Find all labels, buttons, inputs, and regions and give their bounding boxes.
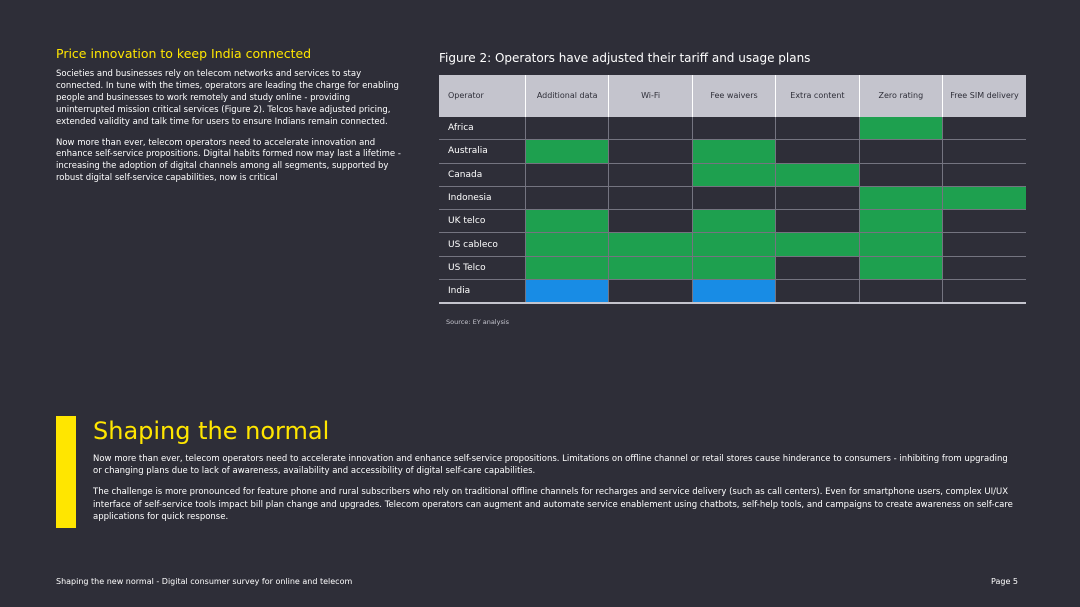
operator-name: US cableco (439, 233, 526, 256)
shaping-paragraph: The challenge is more pronounced for feature phone and rural subscribers who rely on traditional offline channels for recharges and service delivery (such as call centers). Even for smartphone users, complex UI/UX interface of self-service tools impact bill plan change and upgrades. Telecom operators can augment and automate service enablement using chatbots, self-help tools, and campaigns to create awareness on self-care applications for quick response. (93, 487, 1013, 522)
plan-cell-empty (776, 256, 859, 279)
column-header: Additional data (526, 75, 609, 117)
shaping-paragraph: Now more than ever, telecom operators need to accelerate innovation and enhance self-service propositions. Limitations on offline channel or retail stores cause hinderance to consumers - inhibiting from upgrading or changing plans due to lack of awareness, availability and accessibility of digital self-care capabilities. (93, 454, 1008, 477)
page-number: Page 5 (991, 577, 1018, 586)
table-row (439, 163, 1026, 186)
column-header: Extra content (776, 75, 859, 117)
plan-cell-green (526, 210, 609, 233)
plan-cell-green (526, 140, 609, 163)
plan-cell-empty (943, 117, 1026, 140)
plan-cell-empty (943, 256, 1026, 279)
plan-cell-green (692, 163, 775, 186)
column-header: Free SIM delivery (943, 75, 1026, 117)
section-heading: Price innovation to keep India connected (56, 46, 312, 61)
column-header: Wi-Fi (609, 75, 692, 117)
plan-cell-empty (609, 140, 692, 163)
figure-title: Figure 2: Operators have adjusted their tariff and usage plans (439, 51, 811, 65)
plan-cell-empty (776, 140, 859, 163)
operator-name: Africa (439, 117, 526, 140)
accent-bar (56, 416, 76, 528)
plan-cell-green (692, 256, 775, 279)
operator-name: UK telco (439, 210, 526, 233)
operator-name: India (439, 280, 526, 304)
plan-cell-green (692, 140, 775, 163)
column-header: Fee waivers (692, 75, 775, 117)
intro-paragraph: Now more than ever, telecom operators need to accelerate innovation and enhance self-service propositions. Digital habits formed now may last a lifetime - increasing the adoption of digital channels among all segments, supported by robust digital self-service capabilities, now is critical (56, 137, 401, 184)
figure-source: Source: EY analysis (446, 318, 510, 326)
plan-cell-empty (943, 280, 1026, 304)
plan-cell-green (692, 210, 775, 233)
table-row (439, 233, 1026, 256)
plan-cell-empty (859, 163, 942, 186)
plan-cell-green (526, 256, 609, 279)
shaping-body (93, 453, 1018, 532)
plan-cell-green (609, 233, 692, 256)
plan-cell-empty (609, 117, 692, 140)
plan-cell-blue (692, 280, 775, 304)
table-row (439, 256, 1026, 279)
plan-cell-green (692, 233, 775, 256)
plan-cell-green (526, 233, 609, 256)
plan-cell-empty (859, 280, 942, 304)
intro-paragraph: Societies and businesses rely on telecom networks and services to stay connected. In tune with the times, operators are leading the charge for enabling people and businesses to work remotely and study online - providing uninterrupted mission critical services (Figure 2). Telcos have adjusted pricing, extended validity and talk time for users to ensure Indians remain connected. (56, 69, 399, 127)
plan-cell-empty (526, 186, 609, 209)
operator-plans-table (439, 75, 1026, 304)
plan-cell-green (859, 210, 942, 233)
plan-cell-empty (943, 140, 1026, 163)
table-row (439, 117, 1026, 140)
operator-name: US Telco (439, 256, 526, 279)
footer-title: Shaping the new normal - Digital consumer survey for online and telecom (56, 577, 353, 586)
plan-cell-empty (943, 233, 1026, 256)
plan-cell-empty (609, 186, 692, 209)
plan-cell-empty (692, 117, 775, 140)
table-row (439, 140, 1026, 163)
plan-cell-green (859, 256, 942, 279)
operator-name: Canada (439, 163, 526, 186)
plan-cell-green (776, 163, 859, 186)
plan-cell-empty (692, 186, 775, 209)
table-row (439, 210, 1026, 233)
column-header: Zero rating (859, 75, 942, 117)
plan-cell-empty (776, 117, 859, 140)
shaping-title: Shaping the normal (93, 417, 330, 445)
plan-cell-empty (526, 163, 609, 186)
plan-cell-green (943, 186, 1026, 209)
table-header-row (439, 75, 1026, 117)
plan-cell-empty (609, 210, 692, 233)
plan-cell-green (776, 233, 859, 256)
plan-cell-empty (943, 210, 1026, 233)
plan-cell-empty (776, 186, 859, 209)
plan-cell-empty (859, 140, 942, 163)
operator-name: Indonesia (439, 186, 526, 209)
plan-cell-blue (526, 280, 609, 304)
table-body (439, 117, 1026, 303)
intro-section (56, 46, 404, 194)
plan-cell-empty (609, 280, 692, 304)
table-row (439, 280, 1026, 304)
table-row (439, 186, 1026, 209)
plan-cell-green (859, 233, 942, 256)
plan-cell-green (609, 256, 692, 279)
plan-cell-empty (776, 210, 859, 233)
column-header: Operator (439, 75, 526, 117)
plan-cell-green (859, 117, 942, 140)
plan-cell-green (859, 186, 942, 209)
plan-cell-empty (609, 163, 692, 186)
plan-cell-empty (526, 117, 609, 140)
operator-name: Australia (439, 140, 526, 163)
plan-cell-empty (943, 163, 1026, 186)
plan-cell-empty (776, 280, 859, 304)
